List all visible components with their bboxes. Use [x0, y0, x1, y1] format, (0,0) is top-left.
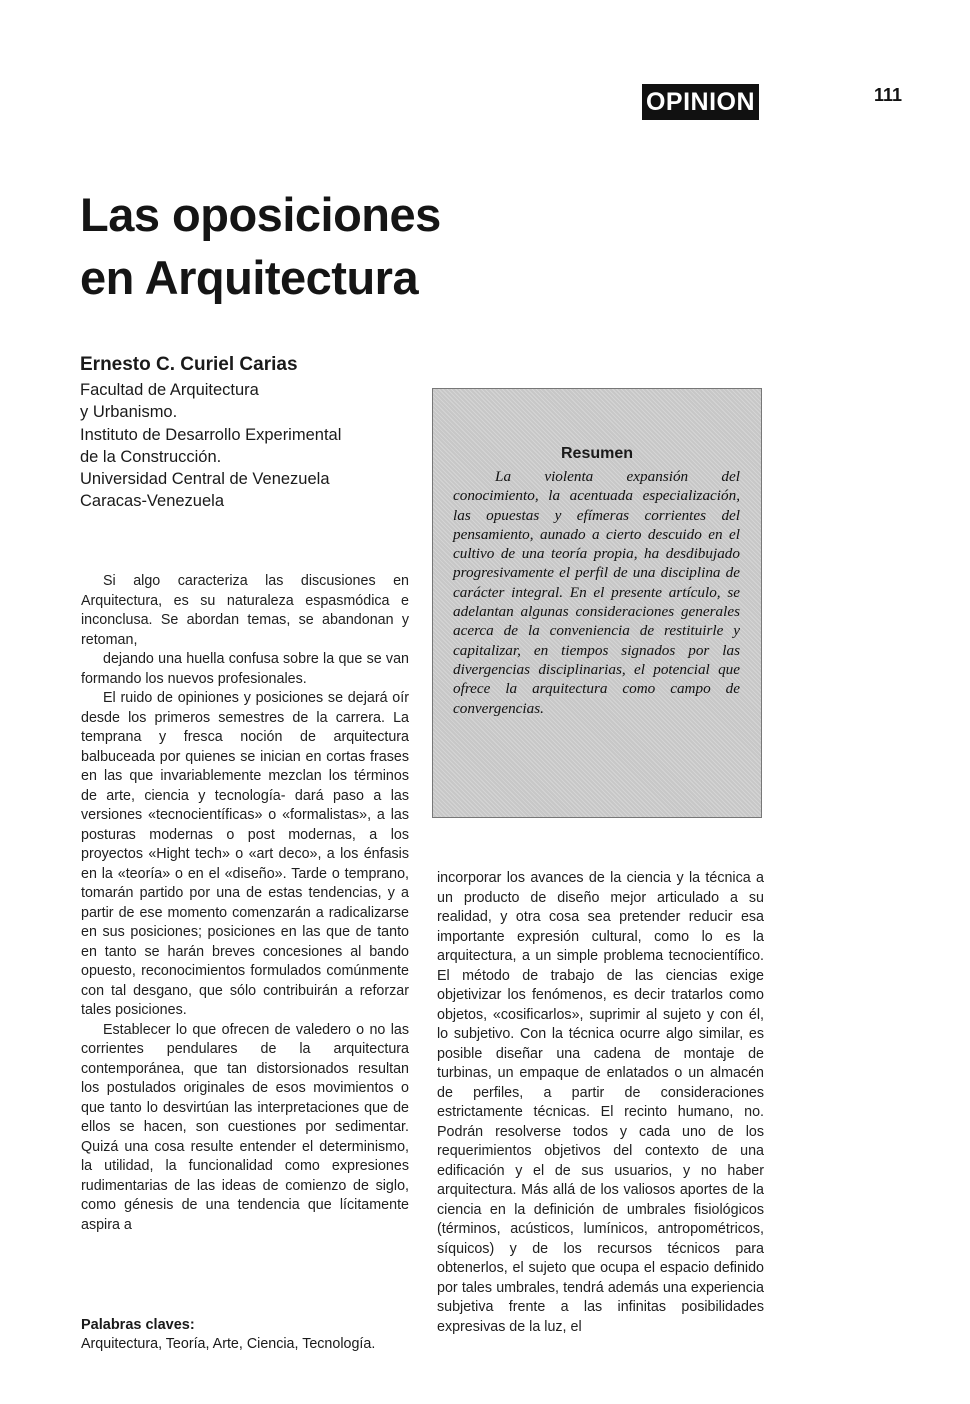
abstract-text: La violenta expansión del conocimiento, la acentuada especialización, las opuestas y efímeras corrientes del pensamiento, aunado a cierto descuido en el cultivo de una teoría propia, ha desdibujado progresivamente el perfil de una disciplina de carácter integral. En el presente artículo, se adelantan algunas consideraciones generales acerca de la conveniencia de restituirle y capitalizar, en tiempos signados por las divergencias disciplinarias, el potencial que ofrece la arquitectura como campo de convergencias. — [453, 468, 740, 717]
affiliation-line: Caracas-Venezuela — [80, 492, 225, 511]
section-badge: OPINION — [642, 84, 759, 120]
page-number: 111 — [874, 85, 903, 105]
body-paragraph: incorporar los avances de la ciencia y la técnica a un producto de diseño mejor articulado a su realidad, y otra cosa sea pretender reducir esa importante expresión cultural, como lo es la arquitectura, a un simple problema tecnocientífico. El método de trabajo de las ciencias exige objetivizar los fenómenos, es decir tratarlos como objetos, «cosificarlos», suprimir al sujeto y con él, lo subjetivo. Con la técnica ocurre algo similar, es posible diseñar una cadena de montaje de turbinas, un empaque de enlatados o un almacén de perfiles, a partir de consideraciones estrictamente técnicas. El recinto humano, no. Podrán resolverse todos y cada uno de los requerimientos objetivos del contexto de una edificación y el de sus usuarios, y no haber arquitectura. Más allá de los valiosos aportes de la ciencia en la definición de umbrales fisiológicos (términos, acústicos, lumínicos, antropométricos, síquicos) y de los recursos técnicos para obtenerlos, el sujeto que ocupa el espacio definido por tales umbrales, tendrá además una experiencia subjetiva frente a las infinitas posibilidades expresivas de la luz, el — [437, 870, 764, 1335]
abstract-box — [432, 388, 762, 818]
body-paragraph: Establecer lo que ofrecen de valedero o no las corrientes pendulares de la arquitectura contemporánea, que tan distorsionados resultan los postulados originales de esos movimientos o que tanto lo desvirtúan las interpretaciones que de ellos se hacen, son cuestiones por sedimentar. Quizá una cosa resulte entender el determinismo, la utilidad, la funcionalidad como expresiones rudimentarias de las ideas de comienzo de siglo, como génesis de una tendencia que lícitamente aspira a — [81, 1021, 409, 1233]
affiliation-line: Facultad de Arquitectura — [80, 381, 259, 399]
keywords-label: Palabras claves: — [81, 1317, 195, 1333]
affiliation-line: de la Construcción. — [80, 447, 222, 466]
abstract-heading: Resumen — [560, 445, 634, 462]
article-title — [80, 183, 441, 309]
body-paragraph: Si algo caracteriza las discusiones en Arquitectura, es su naturaleza espasmódica e inconclusa. Se abordan temas, se abandonan y retoman, — [81, 573, 409, 648]
title-line-1: Las oposiciones — [80, 188, 441, 241]
affiliation-line: Instituto de Desarrollo Experimental — [80, 425, 342, 444]
body-column-right — [437, 869, 764, 1337]
affiliation-line: y Urbanismo. — [80, 403, 178, 422]
title-line-2: en Arquitectura — [80, 251, 419, 304]
body-column-left — [81, 572, 409, 1235]
body-paragraph: El ruido de opiniones y posiciones se dejará oír desde los primeros semestres de la carrera. La temprana y fresca noción de arquitectura balbuceada por quienes se inician en cortas frases en las que invariablemente mezclan los términos de arte, ciencia y tecnología- dará paso a las versiones «tecnocientíficas» o «formalistas», a las posturas modernas o post modernas, a los proyectos «Hight tech» o «art deco», a los énfasis en la «teoría» o en el «diseño». Tarde o temprano, tomarán partido por una de estas tendencias, y a partir de ese momento comenzarán a radicalizarse en sus posiciones; posiciones en las que de tanto en tanto se harán breves concesiones al bando opuesto, reconocimientos formulados comúnmente con tal desgano, que sólo contribuirán a reforzar tales posiciones. — [81, 690, 409, 1018]
author-affiliation — [80, 379, 341, 513]
body-paragraph: dejando una huella confusa sobre la que se van formando los nuevos profesionales. — [81, 651, 409, 687]
affiliation-line: Universidad Central de Venezuela — [80, 470, 330, 489]
keywords-text: Arquitectura, Teoría, Arte, Ciencia, Tecnología. — [81, 1336, 376, 1352]
author-name: Ernesto C. Curiel Carias — [80, 354, 298, 375]
